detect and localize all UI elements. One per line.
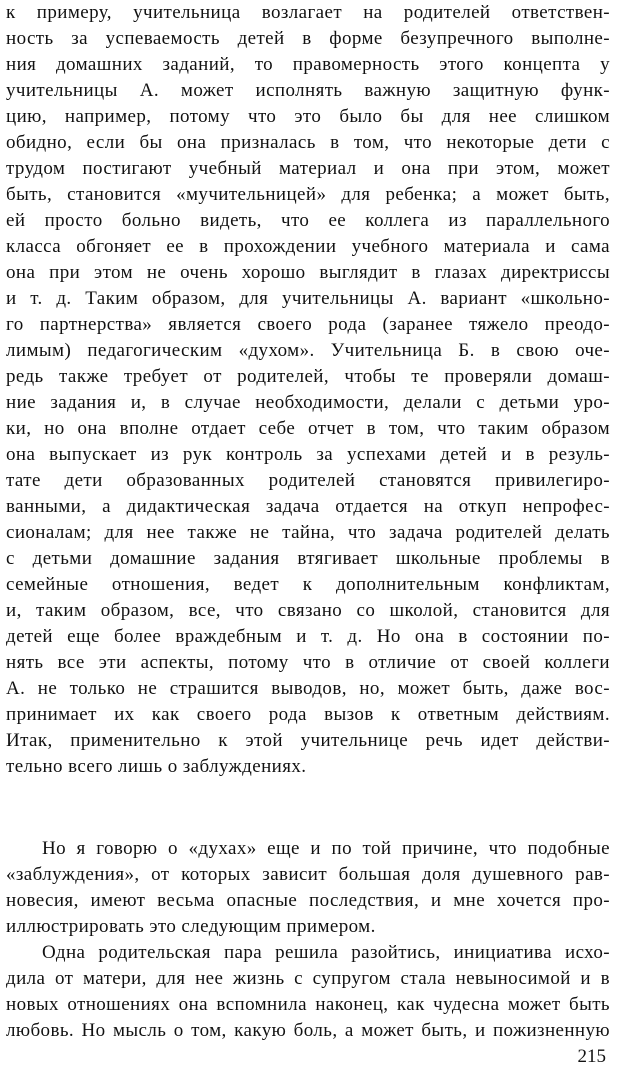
text-line: «заблуждения», от которых зависит большая доля душевного рав-: [6, 864, 610, 885]
text-line: Одна родительская пара решила разойтись, инициатива исхо-: [42, 942, 610, 963]
text-line: ния домашних заданий, то правомерность этого концепта у: [6, 54, 610, 75]
text-line: ки, но она вполне отдает себе отчет в том, что таким образом: [6, 418, 610, 439]
text-line: ние задания и, в случае необходимости, делали с детьми уро-: [6, 392, 610, 413]
text-line: она выпускает из рук контроль за успехами детей и в резуль-: [6, 444, 610, 465]
text-line: обидно, если бы она призналась в том, что некоторые дети с: [6, 132, 610, 153]
text-line: новых отношениях она вспомнила наконец, как чудесна может быть: [6, 994, 610, 1015]
text-line: любовь. Но мысль о том, какую боль, а может быть, и пожизненную: [6, 1020, 610, 1041]
text-line: семейные отношения, ведет к дополнительным конфликтам,: [6, 574, 610, 595]
text-line: с детьми домашние задания втягивает школьные проблемы в: [6, 548, 610, 569]
text-line: го партнерства» является своего рода (заранее тяжело преодо-: [6, 314, 610, 335]
text-line: к примеру, учительница возлагает на родителей ответствен-: [6, 2, 610, 23]
text-line: она при этом не очень хорошо выглядит в глазах директриссы: [6, 262, 610, 283]
text-line: иллюстрировать это следующим примером.: [6, 916, 376, 937]
text-line: редь также требует от родителей, чтобы те проверяли домаш-: [6, 366, 610, 387]
text-line: ванными, а дидактическая задача отдается на откуп непрофес-: [6, 496, 610, 517]
text-line: нять все эти аспекты, потому что в отличие от своей коллеги: [6, 652, 610, 673]
text-line: новесия, имеют весьма опасные последствия, и мне хочется про-: [6, 890, 610, 911]
text-line: цию, например, потому что это было бы для нее слишком: [6, 106, 610, 127]
text-line: А. не только не страшится выводов, но, может быть, даже вос-: [6, 678, 610, 699]
text-line: трудом постигают учебный материал и она при этом, может: [6, 158, 610, 179]
text-line: Итак, применительно к этой учительнице речь идет действи-: [6, 730, 610, 751]
page-number: 215: [577, 1046, 606, 1067]
text-line: ность за успеваемость детей в форме безупречного выполне-: [6, 28, 610, 49]
text-line: принимает их как своего рода вызов к ответным действиям.: [6, 704, 610, 725]
text-line: сионалам; для нее также не тайна, что задача родителей делать: [6, 522, 610, 543]
text-line: и, таким образом, все, что связано со школой, становится для: [6, 600, 610, 621]
text-line: учительницы А. может исполнять важную защитную функ-: [6, 80, 610, 101]
text-line: тате дети образованных родителей становятся привилегиро-: [6, 470, 610, 491]
text-line: детей еще более враждебным и т. д. Но она в состоянии по-: [6, 626, 610, 647]
text-line: класса обгоняет ее в прохождении учебного материала и сама: [6, 236, 610, 257]
text-line: быть, становится «мучительницей» для ребенка; а может быть,: [6, 184, 610, 205]
text-line: лимым) педагогическим «духом». Учительница Б. в свою оче-: [6, 340, 610, 361]
text-line: Но я говорю о «духах» еще и по той причине, что подобные: [42, 838, 610, 859]
text-line: дила от матери, для нее жизнь с супругом стала невыносимой и в: [6, 968, 610, 989]
text-line: и т. д. Таким образом, для учительницы А. вариант «школьно-: [6, 288, 610, 309]
text-line: тельно всего лишь о заблуждениях.: [6, 756, 307, 777]
text-line: ей просто больно видеть, что ее коллега из параллельного: [6, 210, 610, 231]
